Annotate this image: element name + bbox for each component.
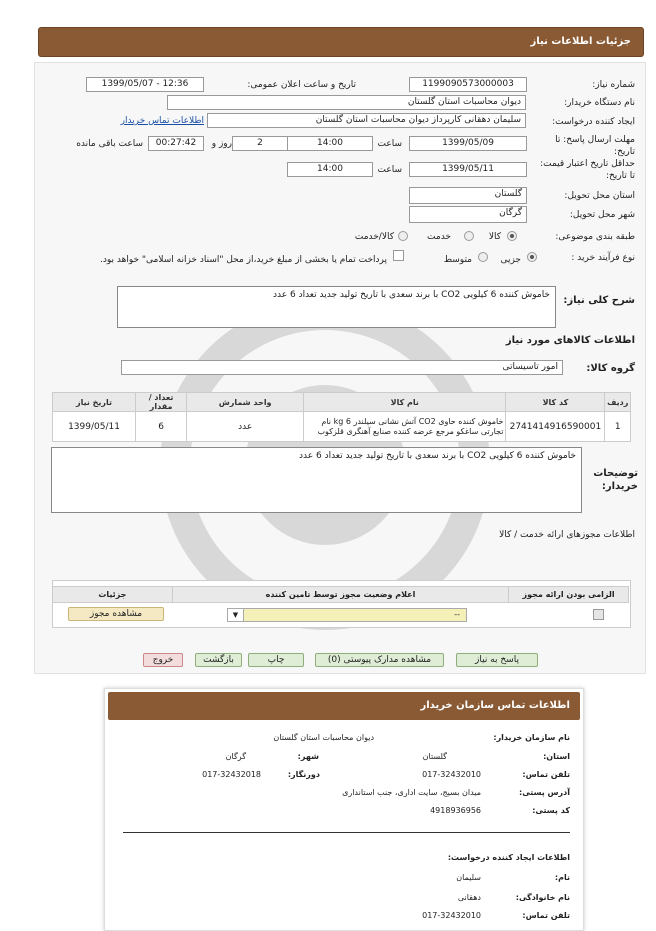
contact-card (104, 688, 584, 931)
province-field: گلستان (409, 187, 527, 204)
cell-index: 1 (605, 412, 631, 442)
buyer-org-label: نام دستگاه خریدار: (564, 98, 635, 108)
table-row (53, 412, 631, 442)
reply-deadline-label: مهلت ارسال پاسخ: تا تاریخ: (555, 135, 635, 157)
contact-city-label: شهر: (297, 752, 319, 761)
permit-col-status: اعلام وضعیت مجوز توسط تامین کننده (172, 587, 508, 603)
divider (123, 832, 570, 833)
permit-col-details: جزئیات (53, 587, 173, 603)
cell-unit: عدد (187, 412, 304, 442)
process-medium-label: متوسط (443, 255, 472, 265)
reply-date-field: 1399/05/09 (409, 136, 527, 151)
treasury-payment-checkbox[interactable] (393, 250, 404, 261)
contact-postal-value: 4918936956 (430, 806, 481, 815)
contact-fax-value: 017-32432018 (202, 770, 261, 779)
print-button[interactable]: چاپ (248, 653, 304, 667)
remaining-label: ساعت باقی مانده (76, 139, 143, 149)
creator-field: سلیمان دهقانی کارپرداز دیوان محاسبات استان گلستان (207, 113, 526, 128)
contact-city-value: گرگان (225, 752, 246, 761)
exit-button[interactable]: خروج (143, 653, 183, 667)
province-label: استان محل تحویل: (564, 191, 635, 201)
creator-name-value: سلیمان (456, 873, 481, 882)
chevron-down-icon: ▼ (228, 609, 244, 621)
creator-phone-value: 017-32432010 (422, 911, 481, 920)
remaining-field: 00:27:42 (148, 136, 204, 151)
col-name: نام کالا (304, 393, 506, 412)
process-label: نوع فرآیند خرید : (571, 253, 635, 263)
announce-label: تاریخ و ساعت اعلان عمومی: (247, 80, 356, 90)
validity-time-label: ساعت (377, 165, 402, 175)
goods-group-label: گروه کالا: (586, 363, 635, 374)
contact-card-title: اطلاعات تماس سازمان خریدار (420, 700, 570, 711)
need-number-field: 1199090573000003 (409, 77, 527, 92)
permit-status-select[interactable] (227, 608, 467, 622)
creator-info-title: اطلاعات ایجاد کننده درخواست: (447, 853, 570, 862)
contact-card-header (108, 692, 580, 720)
buyer-notes-label: توضیحات خریدار: (593, 468, 638, 492)
process-medium-radio[interactable] (478, 252, 488, 262)
process-minor-radio[interactable] (527, 252, 537, 262)
treasury-payment-note: پرداخت تمام یا بخشی از مبلغ خرید،از محل "اسناد خزانه اسلامی" خواهد بود. (99, 255, 387, 265)
permit-col-required: الزامی بودن ارائه مجوز (509, 587, 629, 603)
goods-group-field: امور تاسیساتی (121, 360, 563, 375)
cell-name: خاموش کننده حاوی CO2 آتش نشانی سیلندر 6 kg نام تجارتی ساغکو مرجع عرضه کننده صنایع آهنگری قلزکوب (304, 412, 506, 442)
category-label: طبقه بندی موضوعی: (555, 232, 635, 242)
col-unit: واحد شمارش (187, 393, 304, 412)
buyer-org-field: دیوان محاسبات استان گلستان (167, 95, 526, 110)
attachments-button[interactable]: مشاهده مدارک پیوستی (0) (315, 653, 444, 667)
summary-text: خاموش کننده 6 کیلویی CO2 با برند سعدی با تاریخ تولید جدید تعداد 6 عدد (117, 286, 556, 328)
process-minor-label: جزیی (500, 255, 521, 265)
days-field: 2 (232, 136, 288, 151)
buyer-notes-text: خاموش کننده 6 کیلویی CO2 با برند سعدی با تاریخ تولید جدید تعداد 6 عدد (51, 447, 582, 513)
contact-postal-label: کد پستی: (532, 806, 570, 815)
page-title: جزئیات اطلاعات نیاز (530, 36, 631, 47)
need-number-label: شماره نیاز: (592, 80, 635, 90)
goods-info-title: اطلاعات کالاهای مورد نیاز (505, 335, 635, 346)
validity-date-field: 1399/05/11 (409, 162, 527, 177)
col-need-date: تاریخ نیاز (53, 393, 136, 412)
cell-date: 1399/05/11 (53, 412, 136, 442)
summary-label: شرح کلی نیاز: (563, 295, 635, 306)
creator-name-label: نام: (554, 873, 570, 882)
page-header (38, 27, 644, 57)
category-goods-label: کالا (488, 232, 501, 242)
creator-family-value: دهقانی (457, 893, 481, 902)
creator-family-label: نام خانوادگی: (515, 893, 570, 902)
col-index: ردیف (605, 393, 631, 412)
reply-button[interactable]: پاسخ به نیاز (456, 653, 538, 667)
contact-province-value: گلستان (422, 752, 447, 761)
contact-org-value: دیوان محاسبات استان گلستان (273, 733, 374, 742)
permits-table (52, 586, 629, 603)
category-goods-radio[interactable] (507, 231, 517, 241)
permits-title: اطلاعات مجوزهای ارائه خدمت / کالا (499, 530, 635, 540)
category-both-label: کالا/خدمت (354, 232, 394, 242)
creator-label: ایجاد کننده درخواست: (552, 117, 635, 127)
contact-fax-label: دورنگار: (287, 770, 320, 779)
col-code: کد کالا (506, 393, 605, 412)
contact-phone-value: 017-32432010 (422, 770, 481, 779)
cell-qty: 6 (136, 412, 187, 442)
days-label: روز و (211, 139, 232, 149)
category-service-radio[interactable] (464, 231, 474, 241)
reply-time-label: ساعت (377, 139, 402, 149)
contact-org-label: نام سازمان خریدار: (493, 733, 570, 742)
validity-time-field: 14:00 (287, 162, 373, 177)
contact-address-value: میدان بسیج، سایت اداری، جنب استانداری (342, 788, 481, 797)
city-label: شهر محل تحویل: (569, 210, 635, 220)
category-service-label: خدمت (427, 232, 451, 242)
contact-province-label: استان: (543, 752, 570, 761)
city-field: گرگان (409, 206, 527, 223)
col-qty: تعداد / مقدار (136, 393, 187, 412)
back-button[interactable]: بازگشت (195, 653, 242, 667)
permit-select-value: -- (454, 610, 460, 619)
validity-label: حداقل تاریخ اعتبار قیمت: تا تاریخ: (540, 159, 635, 181)
announce-field: 1399/05/07 - 12:36 (86, 77, 204, 92)
contact-phone-label: تلفن تماس: (522, 770, 570, 779)
category-both-radio[interactable] (398, 231, 408, 241)
permit-required-checkbox (593, 609, 604, 620)
creator-phone-label: تلفن تماس: (522, 911, 570, 920)
contact-info-link[interactable]: اطلاعات تماس خریدار (120, 116, 204, 126)
contact-address-label: آدرس پستی: (519, 788, 570, 797)
view-permit-button[interactable]: مشاهده مجوز (68, 607, 164, 621)
reply-time-field: 14:00 (287, 136, 373, 151)
goods-table (52, 392, 631, 442)
cell-code: 2741414916590001 (506, 412, 605, 442)
